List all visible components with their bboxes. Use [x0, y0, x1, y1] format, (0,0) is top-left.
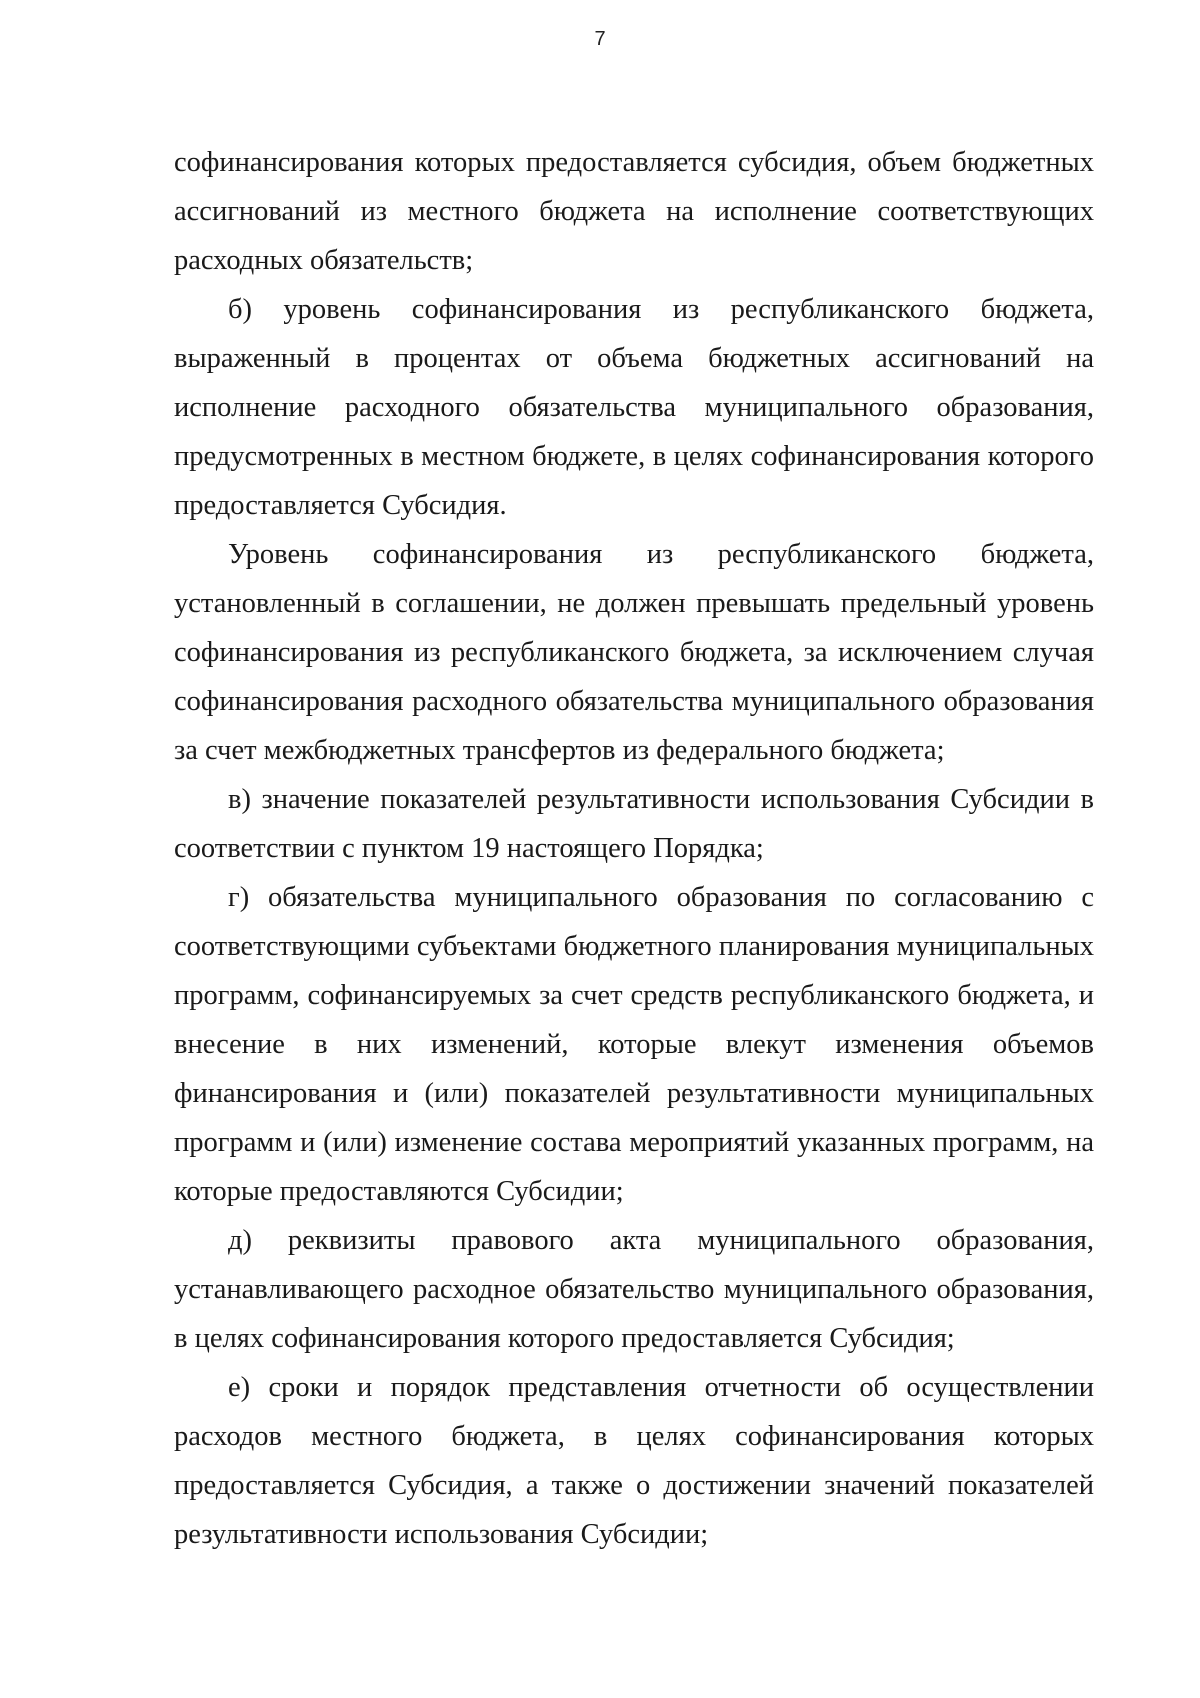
paragraph-item-v: в) значение показателей результативности использования Субсидии в соответствии с пунктом 19 настоящего Порядка;	[174, 784, 1094, 864]
paragraph-continuation: софинансирования которых предоставляется субсидия, объем бюджетных ассигнований из местного бюджета на исполнение соответствующих расходных обязательств;	[174, 147, 1094, 276]
paragraph-item-d: д) реквизиты правового акта муниципального образования, устанавливающего расходное обязательство муниципального образования, в целях софинансирования которого предоставляется Субсидия;	[174, 1225, 1094, 1354]
paragraph-item-e: е) сроки и порядок представления отчетности об осуществлении расходов местного бюджета, в целях софинансирования которых предоставляется Субсидия, а также о достижении значений показателей результативности использования Субсидии;	[174, 1372, 1094, 1550]
paragraph-cofinancing-level: Уровень софинансирования из республиканского бюджета, установленный в соглашении, не должен превышать предельный уровень софинансирования из республиканского бюджета, за исключением случая софинансирования расходного обязательства муниципального образования за счет межбюджетных трансфертов из федерального бюджета;	[174, 539, 1094, 766]
paragraph-item-g: г) обязательства муниципального образования по согласованию с соответствующими субъектами бюджетного планирования муниципальных программ, софинансируемых за счет средств республиканского бюджета, и внесение в них изменений, которые влекут изменения объемов финансирования и (или) показателей результативности муниципальных программ и (или) изменение состава мероприятий указанных программ, на которые предоставляются Субсидии;	[174, 882, 1094, 1207]
document-body	[174, 138, 1094, 1559]
paragraph-item-b: б) уровень софинансирования из республиканского бюджета, выраженный в процентах от объема бюджетных ассигнований на исполнение расходного обязательства муниципального образования, предусмотренных в местном бюджете, в целях софинансирования которого предоставляется Субсидия.	[174, 294, 1094, 521]
page-number: 7	[594, 28, 606, 50]
